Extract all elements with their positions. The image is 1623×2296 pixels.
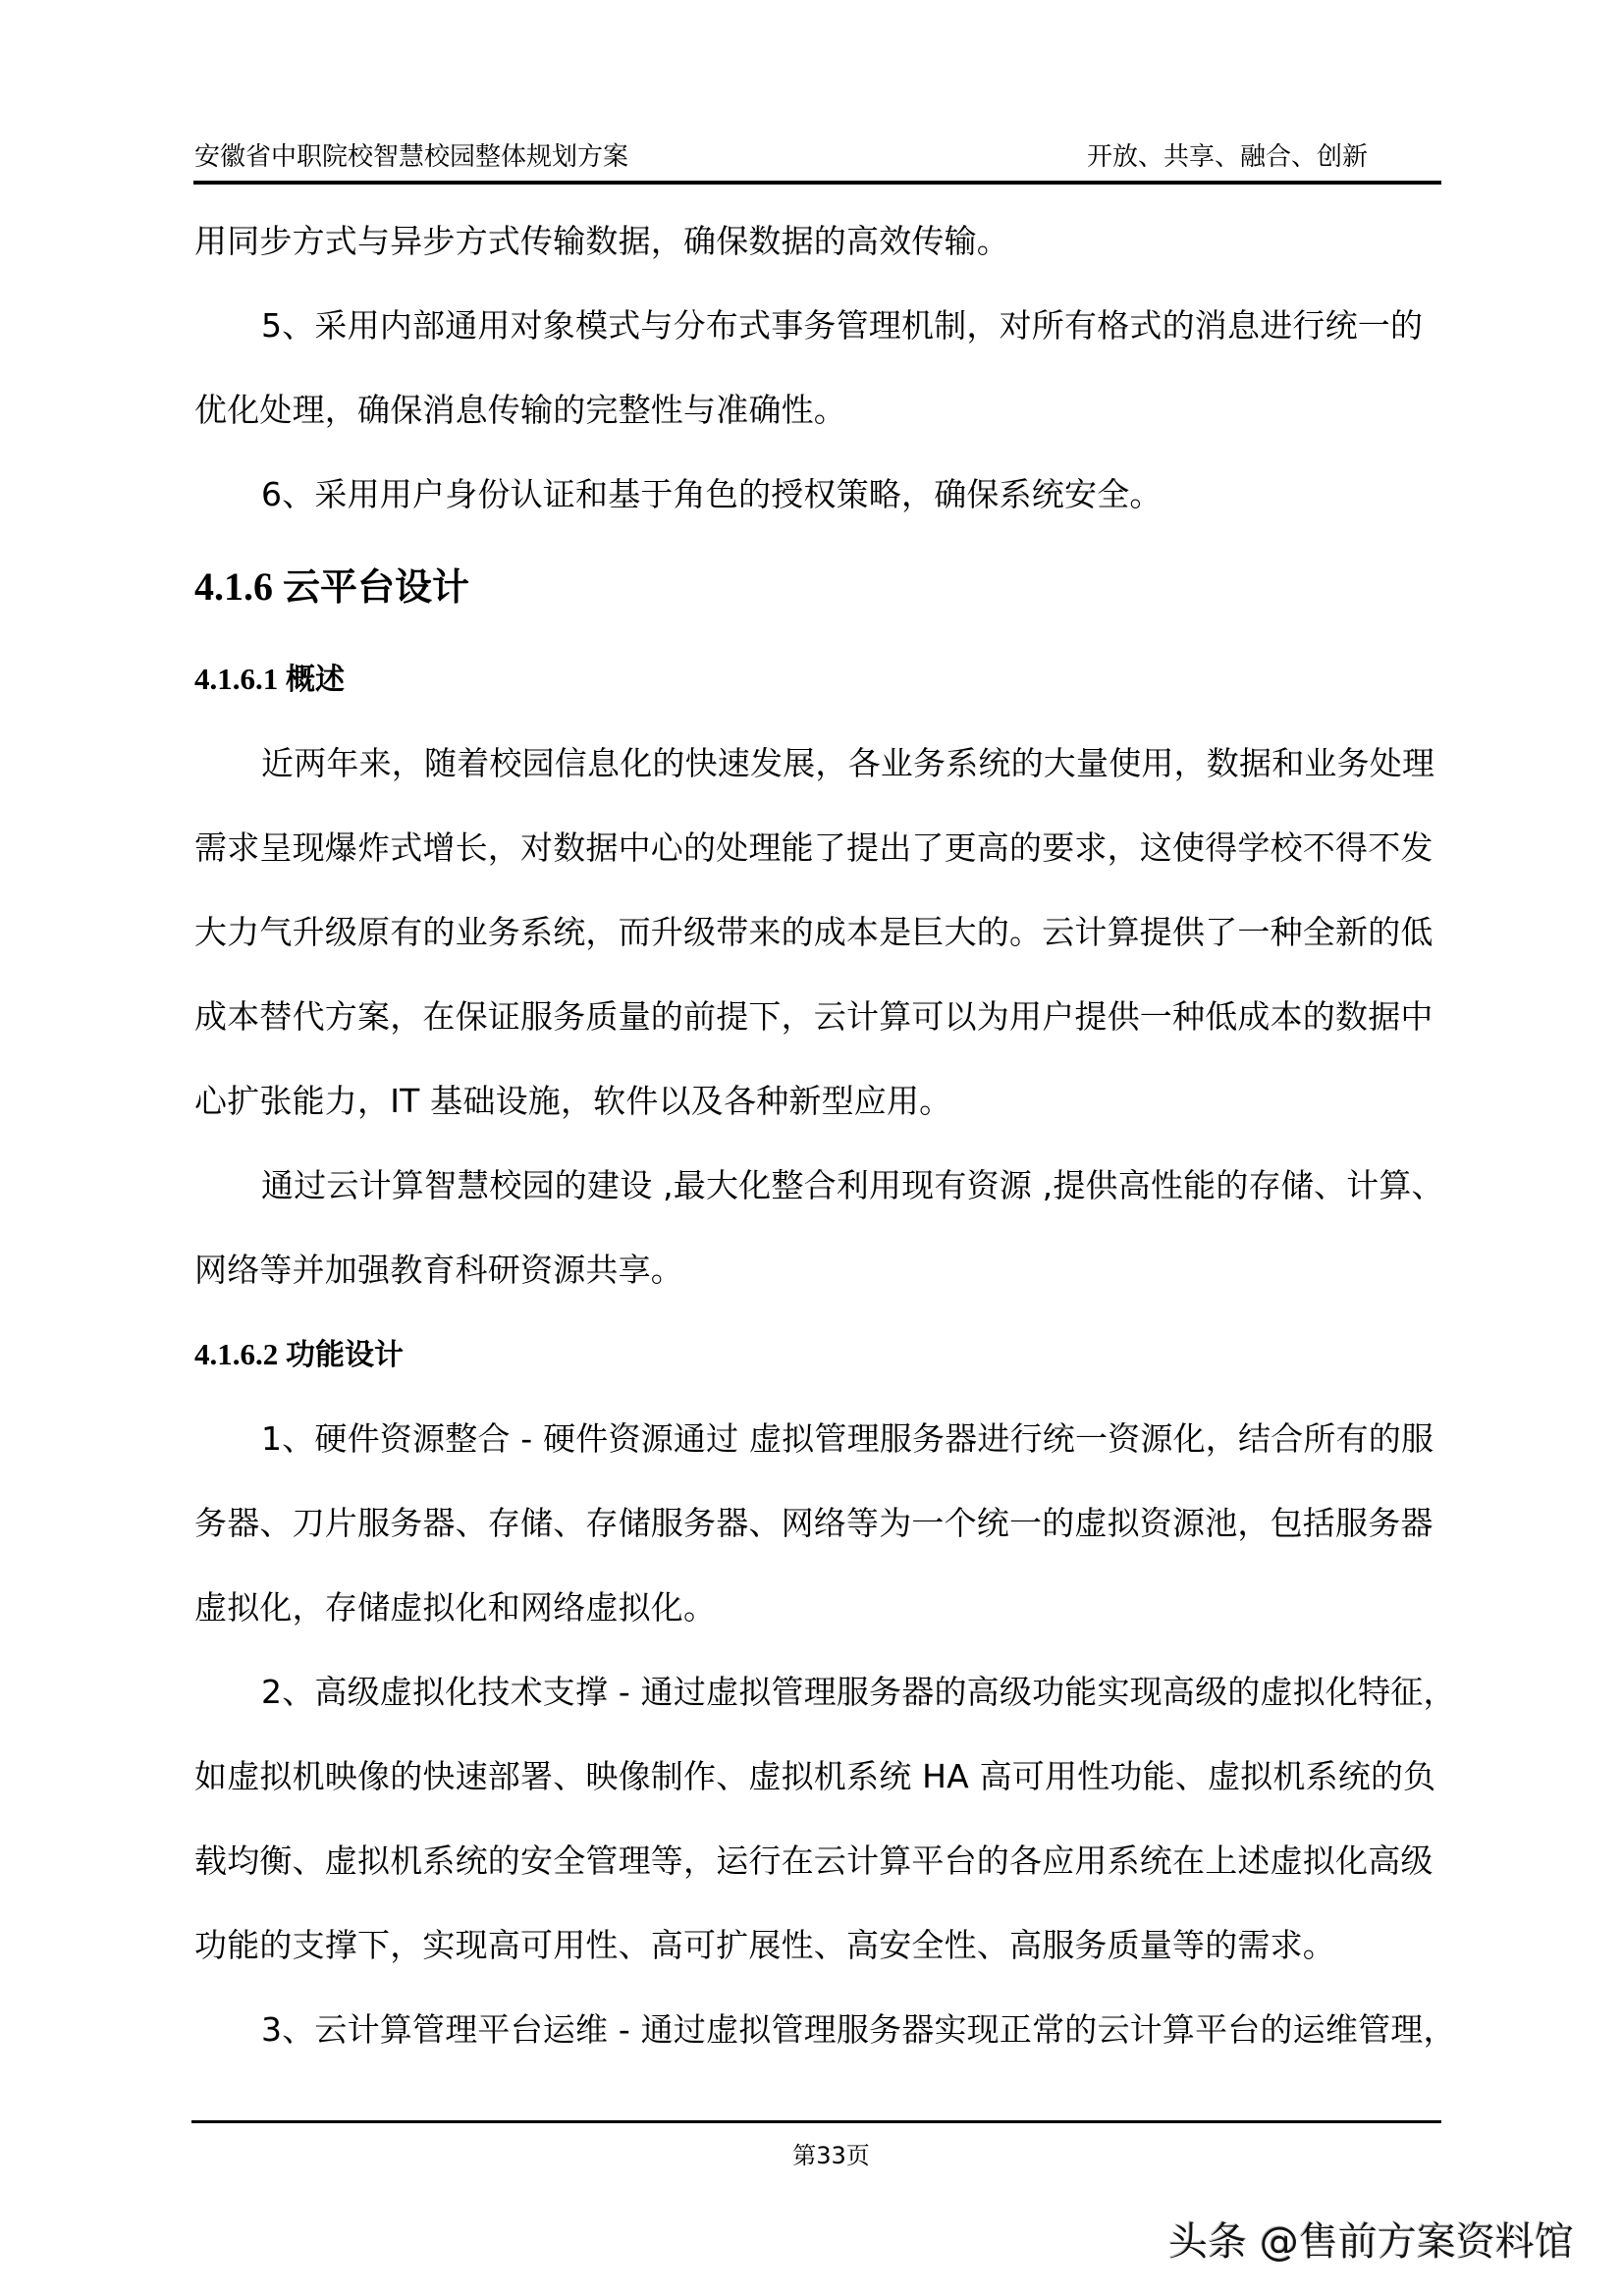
section-title: 云平台设计: [283, 565, 470, 609]
function-item-2-line: 功能的支撑下，实现高可用性、高可扩展性、高安全性、高服务质量等的需求。: [194, 1926, 1335, 1964]
header-slogan: 开放、共享、融合、创新: [1087, 142, 1369, 172]
overview-line: 通过云计算智慧校园的建设 ,最大化整合利用现有资源 ,提供高性能的存储、计算、: [261, 1166, 1444, 1204]
paragraph-line: 用同步方式与异步方式传输数据，确保数据的高效传输。: [194, 222, 1009, 260]
function-item-2-line: 如虚拟机映像的快速部署、映像制作、虚拟机系统 HA 高可用性功能、虚拟机系统的负: [194, 1757, 1436, 1795]
overview-line: 心扩张能力，IT 基础设施，软件以及各种新型应用。: [194, 1082, 952, 1120]
function-item-1-line: 虚拟化，存储虚拟化和网络虚拟化。: [194, 1588, 717, 1627]
function-item-1-line: 1、硬件资源整合 - 硬件资源通过 虚拟管理服务器进行统一资源化，结合所有的服: [261, 1419, 1434, 1458]
section-heading-4-1-6-2: [194, 1333, 404, 1377]
item-5-line: 5、采用内部通用对象模式与分布式事务管理机制，对所有格式的消息进行统一的: [261, 306, 1424, 345]
overview-line: 网络等并加强教育科研资源共享。: [194, 1251, 683, 1289]
function-item-2-line: 载均衡、虚拟机系统的安全管理等，运行在云计算平台的各应用系统在上述虚拟化高级: [194, 1842, 1434, 1880]
section-number: 4.1.6: [194, 564, 273, 609]
overview-line: 大力气升级原有的业务系统，而升级带来的成本是巨大的。云计算提供了一种全新的低: [194, 913, 1434, 951]
section-title: 功能设计: [286, 1338, 404, 1372]
section-heading-4-1-6: [194, 561, 469, 613]
function-item-3-line: 3、云计算管理平台运维 - 通过虚拟管理服务器实现正常的云计算平台的运维管理，: [261, 2010, 1456, 2049]
watermark: 头条 @售前方案资料馆: [1168, 2219, 1574, 2265]
page-number: 第33页: [792, 2142, 870, 2169]
footer-divider: [191, 2120, 1441, 2123]
overview-line: 近两年来，随着校园信息化的快速发展，各业务系统的大量使用，数据和业务处理: [261, 744, 1435, 782]
section-number: 4.1.6.1: [194, 662, 279, 696]
document-title: 安徽省中职院校智慧校园整体规划方案: [194, 142, 629, 172]
overview-line: 需求呈现爆炸式增长，对数据中心的处理能了提出了更高的要求，这使得学校不得不发: [194, 828, 1434, 867]
function-item-1-line: 务器、刀片服务器、存储、存储服务器、网络等为一个统一的虚拟资源池，包括服务器: [194, 1504, 1434, 1542]
section-number: 4.1.6.2: [194, 1337, 279, 1371]
section-title: 概述: [286, 663, 345, 697]
section-heading-4-1-6-1: [194, 658, 345, 702]
item-5-line: 优化处理，确保消息传输的完整性与准确性。: [194, 391, 846, 429]
function-item-2-line: 2、高级虚拟化技术支撑 - 通过虚拟管理服务器的高级功能实现高级的虚拟化特征，: [261, 1673, 1456, 1711]
overview-line: 成本替代方案，在保证服务质量的前提下，云计算可以为用户提供一种低成本的数据中: [194, 997, 1434, 1036]
header-divider: [193, 181, 1441, 185]
item-6-line: 6、采用用户身份认证和基于角色的授权策略，确保系统安全。: [261, 475, 1163, 513]
